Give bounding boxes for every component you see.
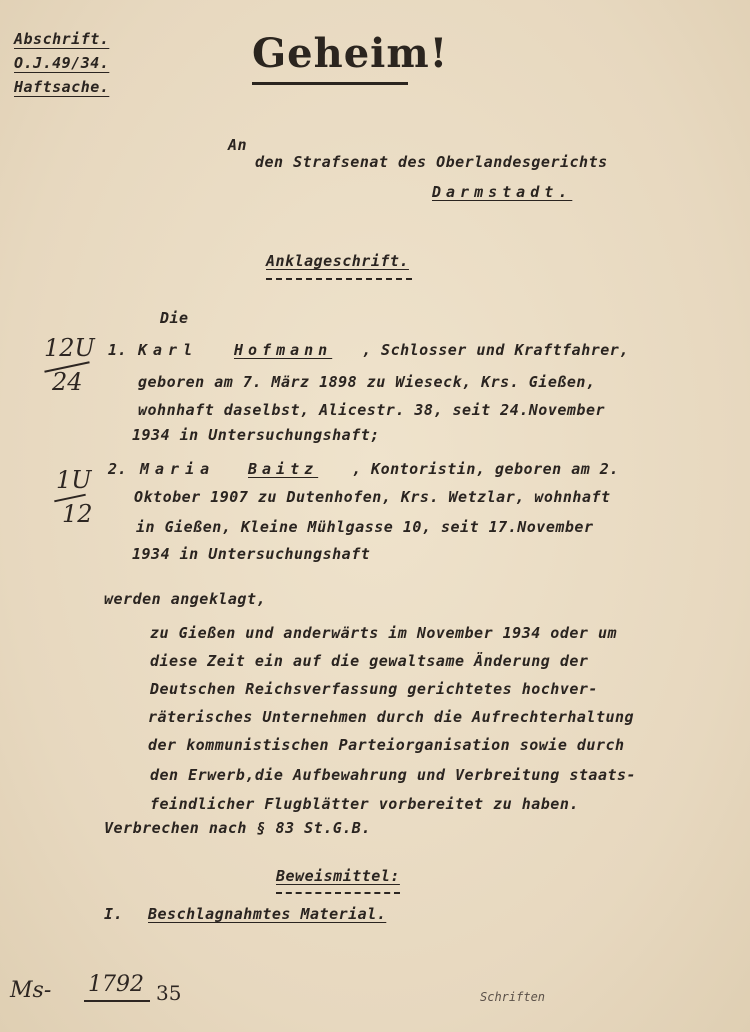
charge-line-1: zu Gießen und anderwärts im November 1934 oder um xyxy=(150,624,618,642)
defendant-1-given-name: Karl xyxy=(138,341,199,359)
defendant-2-line-4: 1934 in Untersuchungshaft xyxy=(132,545,371,563)
defendant-2-number: 2. xyxy=(108,460,128,478)
charge-line-4: räterisches Unternehmen durch die Aufrechterhaltung xyxy=(148,708,635,726)
archive-prefix: Ms- xyxy=(10,978,52,1003)
archive-number-underline xyxy=(84,1000,150,1002)
address-prefix: An xyxy=(228,136,248,154)
header-line-reference: O.J.49/34. xyxy=(14,54,110,72)
defendant-1-line-3: wohnhaft daselbst, Alicestr. 38, seit 24.November xyxy=(138,401,606,419)
defendant-2-line-3: in Gießen, Kleine Mühlgasse 10, seit 17.November xyxy=(136,518,594,536)
address-city: Darmstadt. xyxy=(432,183,573,201)
address-court: den Strafsenat des Oberlandesgerichts xyxy=(255,153,608,171)
archive-number: 1792 xyxy=(88,972,144,997)
header-left xyxy=(14,30,109,102)
defendant-1-surname: Hofmann xyxy=(234,341,333,359)
defendant-2-line-2: Oktober 1907 zu Dutenhofen, Krs. Wetzlar, wohnhaft xyxy=(134,488,611,506)
offense-line: Verbrechen nach § 83 St.G.B. xyxy=(104,819,371,837)
charge-line-5: der kommunistischen Parteiorganisation sowie durch xyxy=(148,736,625,754)
defendant-2-given-name: Maria xyxy=(140,460,216,478)
title-underline xyxy=(252,82,408,85)
charge-line-3: Deutschen Reichsverfassung gerichtetes hochver- xyxy=(150,680,598,698)
header-line-custody: Haftsache. xyxy=(14,78,110,96)
margin-note-1-bottom: 24 xyxy=(52,368,83,396)
evidence-heading-rule xyxy=(276,892,400,896)
intro-text: Die xyxy=(160,309,189,327)
defendant-1-line-1: , Schlosser und Kraftfahrer, xyxy=(362,341,629,359)
margin-note-2-bottom: 12 xyxy=(62,500,93,528)
charge-line-7: feindlicher Flugblätter vorbereitet zu haben. xyxy=(150,795,579,813)
margin-note-2-top: 1U xyxy=(56,466,92,494)
evidence-item-1-label: Beschlagnahmtes Material. xyxy=(148,905,387,923)
header-line-copy: Abschrift. xyxy=(14,30,110,48)
footer-fragment: Schriften xyxy=(480,990,546,1004)
margin-note-1-top: 12U xyxy=(44,334,95,362)
defendant-2-surname: Baitz xyxy=(248,460,319,478)
defendant-1-line-2: geboren am 7. März 1898 zu Wieseck, Krs. Gießen, xyxy=(138,373,596,391)
charge-line-6: den Erwerb,die Aufbewahrung und Verbreitung staats- xyxy=(150,766,637,784)
defendant-1-line-4: 1934 in Untersuchungshaft; xyxy=(132,426,380,444)
page-title: Geheim! xyxy=(252,30,449,77)
evidence-item-1-number: I. xyxy=(104,905,124,923)
evidence-heading: Beweismittel: xyxy=(276,867,400,885)
charge-intro: werden angeklagt, xyxy=(104,590,267,608)
document-type-rule xyxy=(266,278,412,282)
charge-line-2: diese Zeit ein auf die gewaltsame Änderung der xyxy=(150,652,589,670)
archive-suffix: 35 xyxy=(156,981,182,1005)
document-type: Anklageschrift. xyxy=(266,252,409,270)
defendant-2-line-1: , Kontoristin, geboren am 2. xyxy=(352,460,619,478)
defendant-1-number: 1. xyxy=(108,341,128,359)
